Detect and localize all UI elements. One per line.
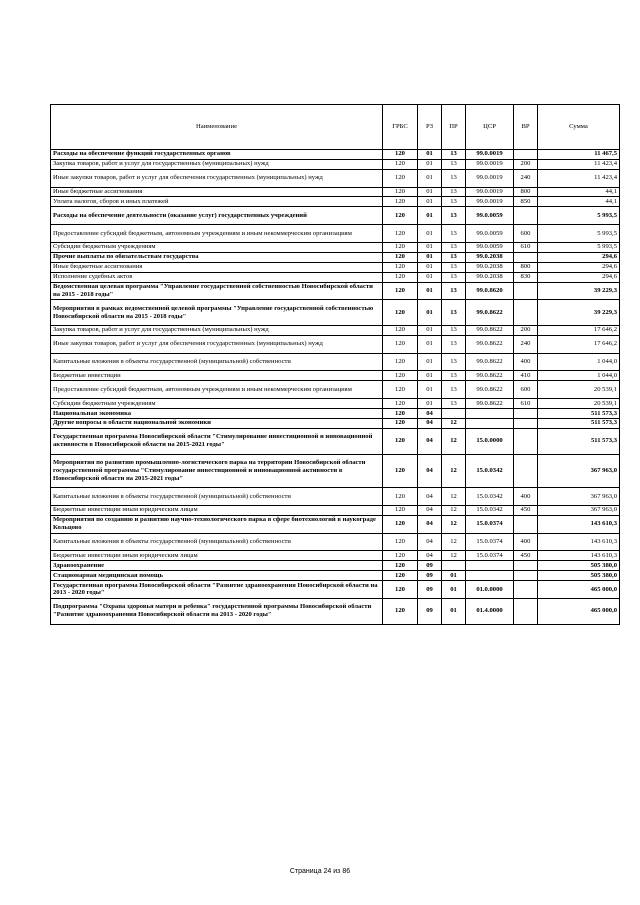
cell-rz: 01 [418,381,442,399]
cell-pr: 13 [442,207,466,225]
cell-rz: 09 [418,561,442,571]
cell-name: Другие вопросы в области национальной экономики [51,418,383,428]
cell-vr: 400 [514,533,538,551]
table-row [51,272,620,282]
cell-vr: 400 [514,353,538,371]
cell-pr: 12 [442,428,466,454]
cell-rz: 01 [418,399,442,409]
cell-grbs: 120 [383,300,418,326]
cell-sum: 11 467,5 [538,150,620,160]
cell-sum: 294,6 [538,252,620,262]
cell-grbs: 120 [383,561,418,571]
table-row [51,187,620,197]
cell-pr: 01 [442,581,466,599]
cell-name: Мероприятия по развитию промышленно-логистического парка на территории Новосибирской области государственной программы "Стимулирование инвестиционной и инновационной активности в Новосибирской области на 2015-2021 годы" [51,454,383,488]
cell-sum: 5 993,5 [538,242,620,252]
cell-pr: 13 [442,381,466,399]
cell-sum: 39 229,3 [538,300,620,326]
cell-vr: 800 [514,187,538,197]
cell-sum: 294,6 [538,272,620,282]
cell-csr: 99.0.8622 [466,371,514,381]
header-grbs: ГРБС [383,105,418,150]
cell-csr: 15.0.0374 [466,533,514,551]
cell-vr [514,428,538,454]
cell-sum: 505 380,0 [538,561,620,571]
cell-csr: 15.0.0000 [466,428,514,454]
cell-sum: 44,1 [538,197,620,207]
table-row [51,300,620,326]
table-row [51,505,620,515]
cell-csr: 99.0.2038 [466,272,514,282]
cell-sum: 143 610,3 [538,533,620,551]
cell-vr [514,515,538,533]
cell-grbs: 120 [383,207,418,225]
cell-csr: 99.0.8622 [466,300,514,326]
table-row [51,428,620,454]
cell-pr [442,409,466,419]
table-row [51,581,620,599]
cell-grbs: 120 [383,551,418,561]
cell-grbs: 120 [383,598,418,624]
cell-pr: 12 [442,418,466,428]
cell-pr: 13 [442,262,466,272]
table-row [51,598,620,624]
cell-rz: 01 [418,353,442,371]
cell-grbs: 120 [383,252,418,262]
cell-name: Государственная программа Новосибирской области "Развитие здравоохранения Новосибирской области на 2013 - 2020 годы" [51,581,383,599]
cell-pr: 13 [442,326,466,336]
cell-name: Подпрограмма "Охрана здоровья матери и ребенка" государственной программы Новосибирской области "Развитие здравоохранения Новосибирской области на 2013 - 2020 годы" [51,598,383,624]
table-row [51,150,620,160]
cell-name: Уплата налогов, сборов и иных платежей [51,197,383,207]
cell-name: Расходы на обеспечение функций государственных органов [51,150,383,160]
cell-grbs: 120 [383,159,418,169]
cell-name: Исполнение судебных актов [51,272,383,282]
cell-rz: 04 [418,505,442,515]
cell-rz: 01 [418,326,442,336]
cell-sum: 465 000,0 [538,581,620,599]
cell-grbs: 120 [383,418,418,428]
cell-csr: 99.0.8622 [466,399,514,409]
cell-name: Здравоохранение [51,561,383,571]
cell-sum: 143 610,3 [538,515,620,533]
cell-rz: 01 [418,300,442,326]
cell-vr [514,571,538,581]
cell-vr: 450 [514,505,538,515]
cell-grbs: 120 [383,581,418,599]
cell-name: Капитальные вложения в объекты государственной (муниципальной) собственности [51,353,383,371]
cell-name: Бюджетные инвестиции [51,371,383,381]
table-row [51,169,620,187]
cell-csr: 01.4.0000 [466,598,514,624]
cell-pr [442,561,466,571]
cell-vr [514,598,538,624]
cell-pr: 13 [442,272,466,282]
table-row [51,551,620,561]
cell-vr [514,409,538,419]
cell-vr: 450 [514,551,538,561]
cell-pr: 12 [442,488,466,506]
cell-rz: 09 [418,598,442,624]
cell-pr: 13 [442,371,466,381]
cell-name: Государственная программа Новосибирской области "Стимулирование инвестиционной и инновационной активности в Новосибирской области на 2015-2021 годы" [51,428,383,454]
page-number: Страница 24 из 86 [289,868,351,875]
cell-csr: 99.0.8622 [466,381,514,399]
cell-csr: 99.0.8622 [466,326,514,336]
cell-rz: 01 [418,262,442,272]
cell-grbs: 120 [383,169,418,187]
cell-csr: 15.0.0342 [466,505,514,515]
cell-vr [514,252,538,262]
cell-sum: 1 044,0 [538,353,620,371]
cell-pr: 13 [442,159,466,169]
cell-name: Иные закупки товаров, работ и услуг для обеспечения государственных (муниципальных) нужд [51,335,383,353]
cell-vr: 850 [514,197,538,207]
cell-rz: 01 [418,159,442,169]
cell-vr [514,418,538,428]
cell-pr: 01 [442,598,466,624]
cell-pr: 13 [442,399,466,409]
cell-vr [514,282,538,300]
cell-sum: 44,1 [538,187,620,197]
cell-csr: 15.0.0374 [466,515,514,533]
cell-rz: 01 [418,169,442,187]
cell-name: Иные бюджетные ассигнования [51,262,383,272]
cell-csr: 99.0.0059 [466,242,514,252]
cell-vr [514,561,538,571]
cell-csr: 15.0.0374 [466,551,514,561]
cell-sum: 143 610,3 [538,551,620,561]
cell-name: Закупка товаров, работ и услуг для государственных (муниципальных) нужд [51,159,383,169]
cell-csr: 99.0.0019 [466,169,514,187]
cell-vr: 200 [514,326,538,336]
cell-name: Предоставление субсидий бюджетным, автономным учреждениям и иным некоммерческим организациям [51,381,383,399]
cell-grbs: 120 [383,533,418,551]
table-row [51,207,620,225]
cell-grbs: 120 [383,571,418,581]
cell-pr: 12 [442,533,466,551]
cell-sum: 39 229,3 [538,282,620,300]
cell-sum: 20 539,1 [538,381,620,399]
cell-pr: 12 [442,515,466,533]
budget-table [50,104,620,625]
table-row [51,418,620,428]
table-row [51,159,620,169]
cell-grbs: 120 [383,262,418,272]
cell-rz: 04 [418,418,442,428]
cell-name: Мероприятия в рамках ведомственной целевой программы "Управление государственной собственностью Новосибирской области на 2015 - 2018 годы" [51,300,383,326]
cell-vr [514,581,538,599]
cell-rz: 01 [418,225,442,243]
table-row [51,282,620,300]
cell-csr: 15.0.0342 [466,488,514,506]
cell-csr: 99.0.0059 [466,207,514,225]
cell-csr: 99.0.8620 [466,282,514,300]
table-row [51,571,620,581]
cell-vr [514,150,538,160]
cell-name: Мероприятия по созданию и развитию научно-технологического парка в сфере биотехнологий в наукограде Кольцово [51,515,383,533]
cell-pr: 12 [442,505,466,515]
cell-sum: 11 423,4 [538,169,620,187]
cell-grbs: 120 [383,515,418,533]
cell-grbs: 120 [383,197,418,207]
cell-sum: 20 539,1 [538,399,620,409]
cell-name: Закупка товаров, работ и услуг для государственных (муниципальных) нужд [51,326,383,336]
cell-grbs: 120 [383,454,418,488]
cell-rz: 01 [418,197,442,207]
cell-pr: 13 [442,252,466,262]
header-name: Наименование [51,105,383,150]
table-row [51,454,620,488]
table-row [51,371,620,381]
table-row [51,533,620,551]
cell-vr: 240 [514,169,538,187]
header-sum: Сумма [538,105,620,150]
cell-pr: 13 [442,187,466,197]
cell-name: Иные закупки товаров, работ и услуг для обеспечения государственных (муниципальных) нужд [51,169,383,187]
cell-pr: 13 [442,225,466,243]
table-row [51,225,620,243]
cell-pr: 01 [442,571,466,581]
header-rz: РЗ [418,105,442,150]
cell-grbs: 120 [383,242,418,252]
cell-grbs: 120 [383,371,418,381]
table-body [51,150,620,625]
cell-rz: 04 [418,454,442,488]
table-row [51,409,620,419]
table-header-row [51,105,620,150]
header-vr: ВР [514,105,538,150]
cell-rz: 04 [418,515,442,533]
cell-sum: 294,6 [538,262,620,272]
cell-sum: 367 963,0 [538,488,620,506]
cell-rz: 01 [418,150,442,160]
cell-sum: 1 044,0 [538,371,620,381]
table-row [51,326,620,336]
cell-sum: 505 380,0 [538,571,620,581]
cell-csr: 99.0.0059 [466,225,514,243]
cell-sum: 5 993,5 [538,225,620,243]
cell-rz: 01 [418,371,442,381]
cell-sum: 367 963,0 [538,505,620,515]
cell-pr: 12 [442,454,466,488]
cell-csr: 99.0.0019 [466,150,514,160]
cell-grbs: 120 [383,326,418,336]
cell-csr: 99.0.8622 [466,335,514,353]
cell-name: Предоставление субсидий бюджетным, автономным учреждениям и иным некоммерческим организациям [51,225,383,243]
cell-sum: 17 646,2 [538,326,620,336]
cell-pr: 12 [442,551,466,561]
table-row [51,399,620,409]
header-csr: ЦСР [466,105,514,150]
cell-sum: 511 573,3 [538,428,620,454]
cell-grbs: 120 [383,225,418,243]
cell-rz: 01 [418,335,442,353]
cell-sum: 367 963,0 [538,454,620,488]
cell-name: Расходы на обеспечение деятельности (оказание услуг) государственных учреждений [51,207,383,225]
cell-csr [466,409,514,419]
cell-grbs: 120 [383,488,418,506]
cell-name: Национальная экономика [51,409,383,419]
cell-name: Капитальные вложения в объекты государственной (муниципальной) собственности [51,533,383,551]
cell-rz: 04 [418,488,442,506]
cell-vr: 830 [514,272,538,282]
header-pr: ПР [442,105,466,150]
cell-sum: 511 573,3 [538,409,620,419]
cell-name: Стационарная медицинская помощь [51,571,383,581]
cell-rz: 01 [418,207,442,225]
cell-name: Бюджетные инвестиции иным юридическим лицам [51,505,383,515]
table-row [51,353,620,371]
table-row [51,488,620,506]
cell-grbs: 120 [383,187,418,197]
cell-csr [466,571,514,581]
cell-vr: 400 [514,488,538,506]
cell-csr [466,418,514,428]
cell-sum: 465 000,0 [538,598,620,624]
cell-grbs: 120 [383,282,418,300]
cell-sum: 17 646,2 [538,335,620,353]
cell-vr: 600 [514,381,538,399]
cell-rz: 01 [418,187,442,197]
cell-grbs: 120 [383,505,418,515]
cell-rz: 04 [418,533,442,551]
cell-rz: 01 [418,282,442,300]
cell-vr [514,300,538,326]
cell-name: Субсидии бюджетным учреждениям [51,242,383,252]
table-row [51,381,620,399]
cell-grbs: 120 [383,428,418,454]
cell-pr: 13 [442,169,466,187]
table-row [51,242,620,252]
cell-csr: 15.0.0342 [466,454,514,488]
cell-vr: 610 [514,399,538,409]
cell-vr: 800 [514,262,538,272]
table-row [51,197,620,207]
cell-csr: 99.0.0019 [466,187,514,197]
cell-pr: 13 [442,150,466,160]
cell-csr: 01.0.0000 [466,581,514,599]
cell-rz: 01 [418,252,442,262]
table-row [51,262,620,272]
cell-csr: 99.0.8622 [466,353,514,371]
cell-sum: 5 993,5 [538,207,620,225]
cell-grbs: 120 [383,409,418,419]
cell-pr: 13 [442,197,466,207]
cell-pr: 13 [442,242,466,252]
cell-vr: 240 [514,335,538,353]
cell-grbs: 120 [383,353,418,371]
cell-sum: 11 423,4 [538,159,620,169]
table-row [51,515,620,533]
cell-grbs: 120 [383,381,418,399]
cell-pr: 13 [442,335,466,353]
cell-name: Субсидии бюджетным учреждениям [51,399,383,409]
cell-rz: 09 [418,581,442,599]
cell-vr [514,207,538,225]
cell-grbs: 120 [383,150,418,160]
cell-rz: 01 [418,272,442,282]
cell-name: Капитальные вложения в объекты государственной (муниципальной) собственности [51,488,383,506]
cell-grbs: 120 [383,399,418,409]
cell-rz: 04 [418,409,442,419]
cell-vr: 600 [514,225,538,243]
cell-rz: 04 [418,428,442,454]
cell-name: Прочие выплаты по обязательствам государства [51,252,383,262]
cell-csr [466,561,514,571]
cell-vr: 610 [514,242,538,252]
cell-grbs: 120 [383,272,418,282]
cell-sum: 511 573,3 [538,418,620,428]
table-row [51,335,620,353]
cell-pr: 13 [442,300,466,326]
cell-csr: 99.0.2038 [466,262,514,272]
cell-rz: 04 [418,551,442,561]
cell-name: Бюджетные инвестиции иным юридическим лицам [51,551,383,561]
cell-name: Ведомственная целевая программа "Управление государственной собственностью Новосибирской области на 2015 - 2018 годы" [51,282,383,300]
cell-pr: 13 [442,353,466,371]
cell-rz: 01 [418,242,442,252]
cell-vr [514,454,538,488]
cell-grbs: 120 [383,335,418,353]
cell-pr: 13 [442,282,466,300]
cell-csr: 99.0.0019 [466,159,514,169]
cell-vr: 200 [514,159,538,169]
cell-csr: 99.0.0019 [466,197,514,207]
cell-vr: 410 [514,371,538,381]
cell-rz: 09 [418,571,442,581]
table-row [51,252,620,262]
cell-csr: 99.0.2038 [466,252,514,262]
table-row [51,561,620,571]
cell-name: Иные бюджетные ассигнования [51,187,383,197]
